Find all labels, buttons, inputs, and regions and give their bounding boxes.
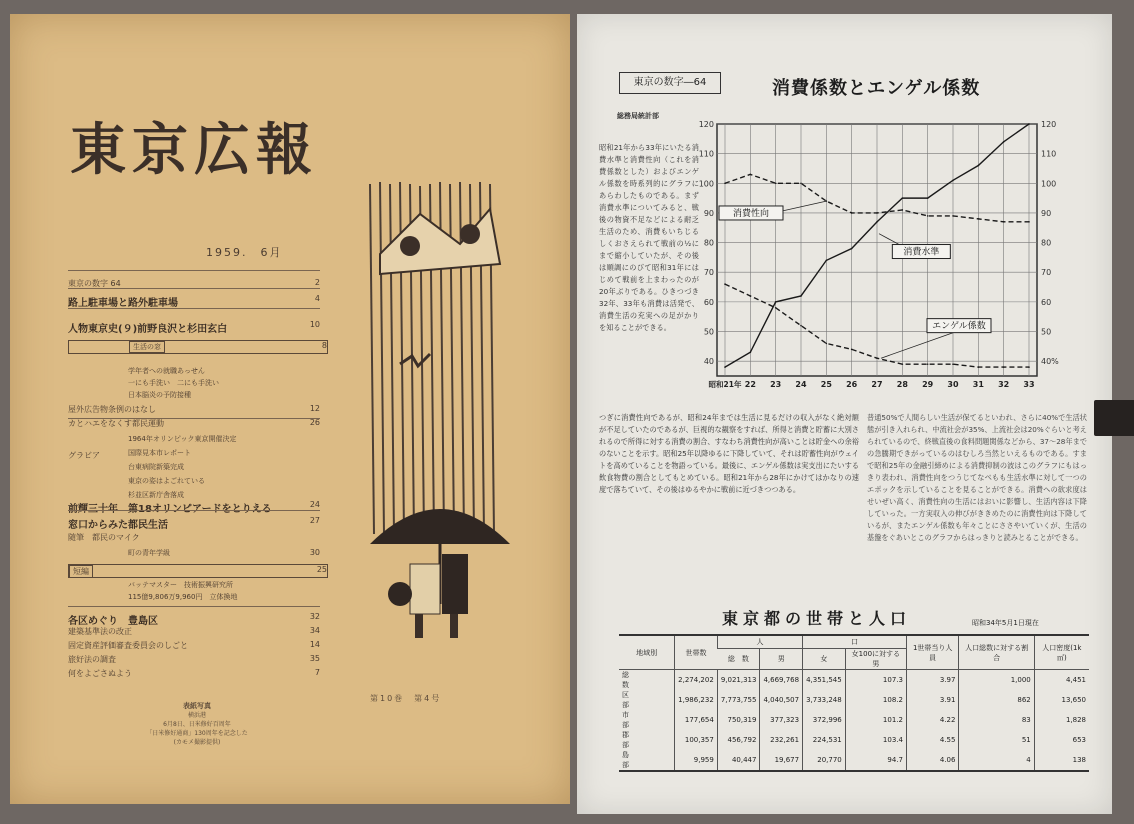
data-point (800, 325, 802, 327)
data-point (876, 221, 878, 223)
x-tick-label: 33 (1023, 380, 1035, 389)
cell-area: 総数 (622, 671, 647, 689)
toc-title: 東京の数字 64 (68, 279, 121, 288)
y-tick-label: 50 (703, 327, 714, 337)
cell-female: 20,770 (803, 750, 846, 771)
cell-area: 区部 (622, 691, 647, 709)
cell-per-household: 4.22 (906, 710, 958, 730)
toc-divider (68, 510, 320, 511)
toc-title: 日本脳炎の予防接種 (128, 391, 191, 399)
data-point (1003, 141, 1005, 143)
data-point (826, 260, 828, 262)
y-tick-label: 60 (703, 297, 714, 307)
toc-item (68, 580, 320, 592)
x-tick-label: 23 (770, 380, 782, 389)
toc-page: 4 (314, 294, 320, 303)
toc-page: 7 (314, 668, 320, 677)
toc-divider (68, 418, 320, 419)
toc-title: 115億9,806万9,960円 立体換地 (128, 593, 238, 601)
data-point (902, 197, 904, 199)
toc-title: 東京の姿はよごれている (128, 477, 205, 485)
data-point (750, 351, 752, 353)
header-households: 世帯数 (675, 635, 718, 670)
population-table (619, 634, 1089, 772)
toc-page: 10 (309, 320, 320, 329)
cell-female: 372,996 (803, 710, 846, 730)
table-row (619, 670, 1089, 691)
toc-title: 固定資産評価審査委員会のしごと (68, 641, 188, 650)
cell-density: 4,451 (1034, 670, 1089, 691)
toc-item (68, 612, 320, 627)
cell-per-household: 3.97 (906, 670, 958, 691)
toc-item (68, 592, 320, 604)
toc-title: 屋外広告物条例のはなし (68, 405, 156, 414)
cell-male: 377,323 (760, 710, 803, 730)
toc-page: 34 (309, 626, 320, 635)
toc-page: 2 (314, 278, 320, 287)
y-tick-label: 120 (698, 120, 714, 129)
toc-item (68, 640, 320, 652)
y-tick-label-right: 50 (1041, 327, 1052, 337)
toc-page: 26 (309, 418, 320, 427)
toc-page: 35 (309, 654, 320, 663)
y-tick-label-right: 90 (1041, 208, 1052, 218)
table-row (619, 710, 1089, 730)
intro-column: 昭和21年から33年にいたる消費水準と消費性向（これを消費係数とした）およびエンゲル係数を時系列的にグラフにあらわしたものである。まず消費水準についてみると、戦後の物資不足などによる耐乏生活のため、消費もいちじるしくおさえられて戦前の½にまで縮小していたが、その後は順調にのびて昭和31年にはじめて戦前を上まわったのが20年ぶりである。ひきつづき32年、33年も消費は活発で、消費生活の充実への足がかりを知ることができる。 (599, 143, 699, 332)
y-tick-label-right: 120 (1041, 120, 1057, 129)
toc-title: バッテマスター 技術振興研究所 (128, 581, 233, 589)
header-per-household: 1世帯当り人員 (906, 635, 958, 670)
cell-area: 島部 (622, 751, 647, 769)
toc-title: 台東病院新築完成 (128, 463, 184, 471)
table-of-contents (68, 270, 327, 690)
cell-pop-ratio: 862 (959, 690, 1034, 710)
toc-page: 14 (309, 640, 320, 649)
data-point (826, 343, 828, 345)
toc-title: 何をよごさぬよう (68, 669, 132, 678)
cell-male: 232,261 (760, 730, 803, 750)
cover-line: 横浜港 (187, 712, 206, 719)
toc-item (68, 548, 320, 560)
toc-title: 国際見本市レポート (128, 449, 191, 457)
toc-title: 短編 (69, 565, 93, 578)
toc-item (68, 418, 320, 430)
cover-line: (カモメ撮影提供) (173, 739, 221, 746)
cell-area: 市部 (622, 711, 647, 729)
toc-title: 随筆 都民のマイク (68, 533, 140, 542)
series-label: 消費水準 (903, 247, 940, 258)
data-point (927, 197, 929, 199)
cell-per-household: 4.55 (906, 730, 958, 750)
y-tick-label: 80 (703, 238, 714, 248)
y-tick-label-right: 60 (1041, 297, 1052, 307)
data-point (902, 363, 904, 365)
callout-leader (881, 331, 959, 359)
article-title: 消費係数とエンゲル係数 (772, 78, 981, 99)
toc-item (68, 366, 320, 378)
data-point (750, 174, 752, 176)
body-text: つぎに消費性向であるが、昭和24年までは生活に見るだけの収入がなく絶対額が不足していたのであるが、巨視的な観察をすれば、所得と消費と貯蓄に大別されるので所得に対する消費の割合、すなわち消費性向が高いことは貯金への余裕のないことを示す。昭和25年以降ゆるに下降していて、それは貯蓄性向がウェイトを高めていることを物語っている。最後に、エンゲル係数は実支出にたいする飲食物費の割合としてもとめている。昭和21年から28年にかけてはかなりの速度で落ちていて、その後はゆるやかに戦前に近づきつつある。 (599, 413, 859, 494)
toc-item (68, 516, 320, 531)
data-point (952, 180, 954, 182)
data-point (1028, 366, 1030, 368)
toc-title: 路上駐車場と路外駐車場 (68, 298, 178, 309)
toc-title: グラビア (68, 451, 100, 460)
toc-page: 25 (316, 565, 327, 574)
header-area: 地域別 (619, 635, 675, 670)
header-population-2: 口 (803, 635, 907, 649)
cover-line: 「日米修好通商」130周年を記念した (146, 730, 248, 737)
cell-density: 653 (1034, 730, 1089, 750)
x-tick-label: 28 (896, 380, 908, 389)
toc-divider (68, 606, 320, 607)
toc-page: 32 (309, 612, 320, 621)
toc-divider (68, 288, 320, 289)
data-point (927, 363, 929, 365)
cell-ratio: 94.7 (845, 750, 906, 771)
cell-ratio: 107.3 (845, 670, 906, 691)
x-tick-label: 22 (744, 380, 756, 389)
y-tick-label: 90 (703, 208, 714, 218)
cell-density: 1,828 (1034, 710, 1089, 730)
toc-title: 一にも手洗い 二にも手洗い (128, 379, 219, 387)
cell-households: 2,274,202 (675, 670, 718, 691)
toc-item (68, 448, 320, 460)
data-point (800, 182, 802, 184)
series-label: エンゲル係数 (932, 321, 986, 332)
cell-per-household: 3.91 (906, 690, 958, 710)
toc-item (68, 340, 328, 354)
header-female: 女 (803, 649, 846, 670)
toc-page: 24 (309, 500, 320, 509)
toc-item (68, 404, 320, 416)
data-point (876, 357, 878, 359)
data-point (724, 283, 726, 285)
cell-pop-ratio: 83 (959, 710, 1034, 730)
toc-item (68, 532, 320, 544)
table-row (619, 750, 1089, 771)
page-marker-tab (1094, 400, 1134, 436)
cell-female: 224,531 (803, 730, 846, 750)
cell-density: 138 (1034, 750, 1089, 771)
data-point (876, 212, 878, 214)
data-point (902, 209, 904, 211)
toc-item (68, 390, 320, 402)
data-point (1003, 221, 1005, 223)
cell-households: 100,357 (675, 730, 718, 750)
toc-page: 8 (321, 341, 327, 350)
header-density: 人口密度(1k㎡) (1034, 635, 1089, 670)
data-point (1028, 123, 1030, 125)
x-tick-label: 昭和21年 (708, 380, 742, 389)
data-point (775, 182, 777, 184)
data-point (927, 215, 929, 217)
cell-households: 1,986,232 (675, 690, 718, 710)
toc-title: 旅好法の調査 (68, 655, 116, 664)
table-title: 東京都の世帯と人口 (722, 609, 912, 628)
y-tick-label: 110 (698, 149, 714, 159)
x-tick-label: 26 (846, 380, 858, 389)
issue-date: 1959. 6月 (206, 246, 283, 259)
data-point (750, 295, 752, 297)
cell-per-household: 4.06 (906, 750, 958, 771)
toc-page: 27 (309, 516, 320, 525)
toc-title: 町の青年学級 (128, 549, 170, 557)
toc-title: 人物東京史(９)前野良沢と杉田玄白 (68, 324, 228, 335)
cell-households: 177,654 (675, 710, 718, 730)
header-male: 男 (760, 649, 803, 670)
x-tick-label: 32 (998, 380, 1010, 389)
cell-total: 9,021,313 (717, 670, 760, 691)
toc-page: 12 (309, 404, 320, 413)
data-point (1003, 366, 1005, 368)
left-page-cover (10, 14, 570, 804)
toc-title: 杉並区新庁舎落成 (128, 491, 184, 499)
cell-ratio: 101.2 (845, 710, 906, 730)
x-tick-label: 27 (871, 380, 883, 389)
volume-number: 第10巻 第4号 (370, 694, 442, 703)
table-row (619, 690, 1089, 710)
toc-title: 前輝三十年 第18オリンピアードをとりえる (68, 504, 272, 515)
toc-divider (68, 308, 320, 309)
y-tick-label-right: 100 (1041, 179, 1057, 189)
toc-title: 各区めぐり 豊島区 (68, 616, 158, 627)
y-tick-label: 70 (703, 268, 714, 278)
cover-photo-credit (72, 702, 322, 747)
data-point (952, 215, 954, 217)
data-point (978, 218, 980, 220)
toc-item (68, 294, 320, 309)
cover-line: 6月8日、日米修好百周年 (163, 721, 231, 728)
side-text: 普通50%で人間らしい生活が保てるといわれ、さらに40%で生活状態が引き入れられ、中流社会が35%、上流社会は20%ぐらいと考えられているので、終戦直後の食料問題関係などから、37～28年までの急騰期できがっているのはむしろ当然といえるものである。すまで昭和25年の金融引締めによる消費抑制の波はこのグラフにもはっきり表われ、消費性向をつうじてなべもも生活水準に対して一つのエポックを示していることを見ることができる。消費への欲求度はせいぜい高く、消費性向の生活にはおいに影響し、生活内容は下降していった。一方実収入の伸びがききめたのに消費性向は下降しているが、またエンゲル係数も年々ことにささやいていくが、生活の基盤をぐあいとこのグラフからはっきりと読みとることができる。 (867, 413, 1087, 542)
toc-item (68, 564, 328, 578)
cell-female: 4,351,545 (803, 670, 846, 691)
data-point (851, 248, 853, 250)
table-row (619, 730, 1089, 750)
umbrella-illustration (360, 174, 520, 644)
cell-total: 456,792 (717, 730, 760, 750)
toc-divider (68, 270, 320, 271)
toc-item (68, 434, 320, 446)
cover-heading: 表紙写真 (183, 702, 211, 710)
toc-title: 生活の窓 (129, 341, 165, 353)
data-point (851, 349, 853, 351)
data-point (978, 366, 980, 368)
data-point (952, 363, 954, 365)
toc-item (68, 626, 320, 638)
toc-title: カとハエをなくす都民運動 (68, 419, 164, 428)
data-point (851, 212, 853, 214)
data-point (775, 307, 777, 309)
cell-total: 40,447 (717, 750, 760, 771)
header-pop-ratio: 人口総数に対する割合 (959, 635, 1034, 670)
toc-item (68, 462, 320, 474)
cell-households: 9,959 (675, 750, 718, 771)
cell-ratio: 108.2 (845, 690, 906, 710)
toc-title: 学年者への就職あっせん (128, 367, 205, 375)
y-tick-label-right: 80 (1041, 238, 1052, 248)
toc-page: 30 (309, 548, 320, 557)
x-tick-label: 24 (795, 380, 807, 389)
data-point (775, 301, 777, 303)
data-point (724, 182, 726, 184)
y-tick-label-right: 110 (1041, 149, 1057, 159)
toc-title: 窓口からみた都民生活 (68, 520, 168, 531)
series-label: 東京の数字―64 (619, 72, 721, 94)
toc-title: 1964年オリンピック東京開催決定 (128, 435, 237, 443)
department: 総務局統計部 (617, 112, 659, 120)
header-population: 人 (717, 635, 802, 649)
header-total: 総 数 (717, 649, 760, 670)
series-label: 消費性向 (732, 208, 770, 219)
x-tick-label: 30 (947, 380, 959, 389)
y-tick-label: 40 (703, 357, 714, 367)
cell-total: 7,773,755 (717, 690, 760, 710)
right-page-article (577, 14, 1112, 814)
consumption-engel-chart (695, 114, 1067, 404)
cell-ratio: 103.4 (845, 730, 906, 750)
data-point (724, 366, 726, 368)
cell-area: 郡部 (622, 731, 647, 749)
x-tick-label: 29 (922, 380, 934, 389)
cell-pop-ratio: 51 (959, 730, 1034, 750)
toc-item (68, 476, 320, 488)
cell-male: 4,040,507 (760, 690, 803, 710)
cell-density: 13,650 (1034, 690, 1089, 710)
table-date: 昭和34年5月1日現在 (972, 619, 1039, 627)
y-tick-label-right: 70 (1041, 268, 1052, 278)
toc-item (68, 320, 320, 335)
toc-item (68, 378, 320, 390)
data-point (1028, 221, 1030, 223)
masthead-title: 東京広報 (70, 117, 318, 183)
cell-male: 4,669,768 (760, 670, 803, 691)
toc-item (68, 668, 320, 680)
toc-item (68, 654, 320, 666)
data-point (800, 295, 802, 297)
y-tick-label-right: 40% (1041, 357, 1059, 367)
cell-pop-ratio: 1,000 (959, 670, 1034, 691)
cell-pop-ratio: 4 (959, 750, 1034, 771)
x-tick-label: 31 (972, 380, 984, 389)
cell-male: 19,677 (760, 750, 803, 771)
x-tick-label: 25 (820, 380, 832, 389)
cell-female: 3,733,248 (803, 690, 846, 710)
cell-total: 750,319 (717, 710, 760, 730)
data-point (978, 165, 980, 167)
y-tick-label: 100 (698, 179, 714, 189)
header-ratio: 女100に対する男 (845, 649, 906, 670)
toc-title: 建築基準法の改正 (68, 627, 132, 636)
